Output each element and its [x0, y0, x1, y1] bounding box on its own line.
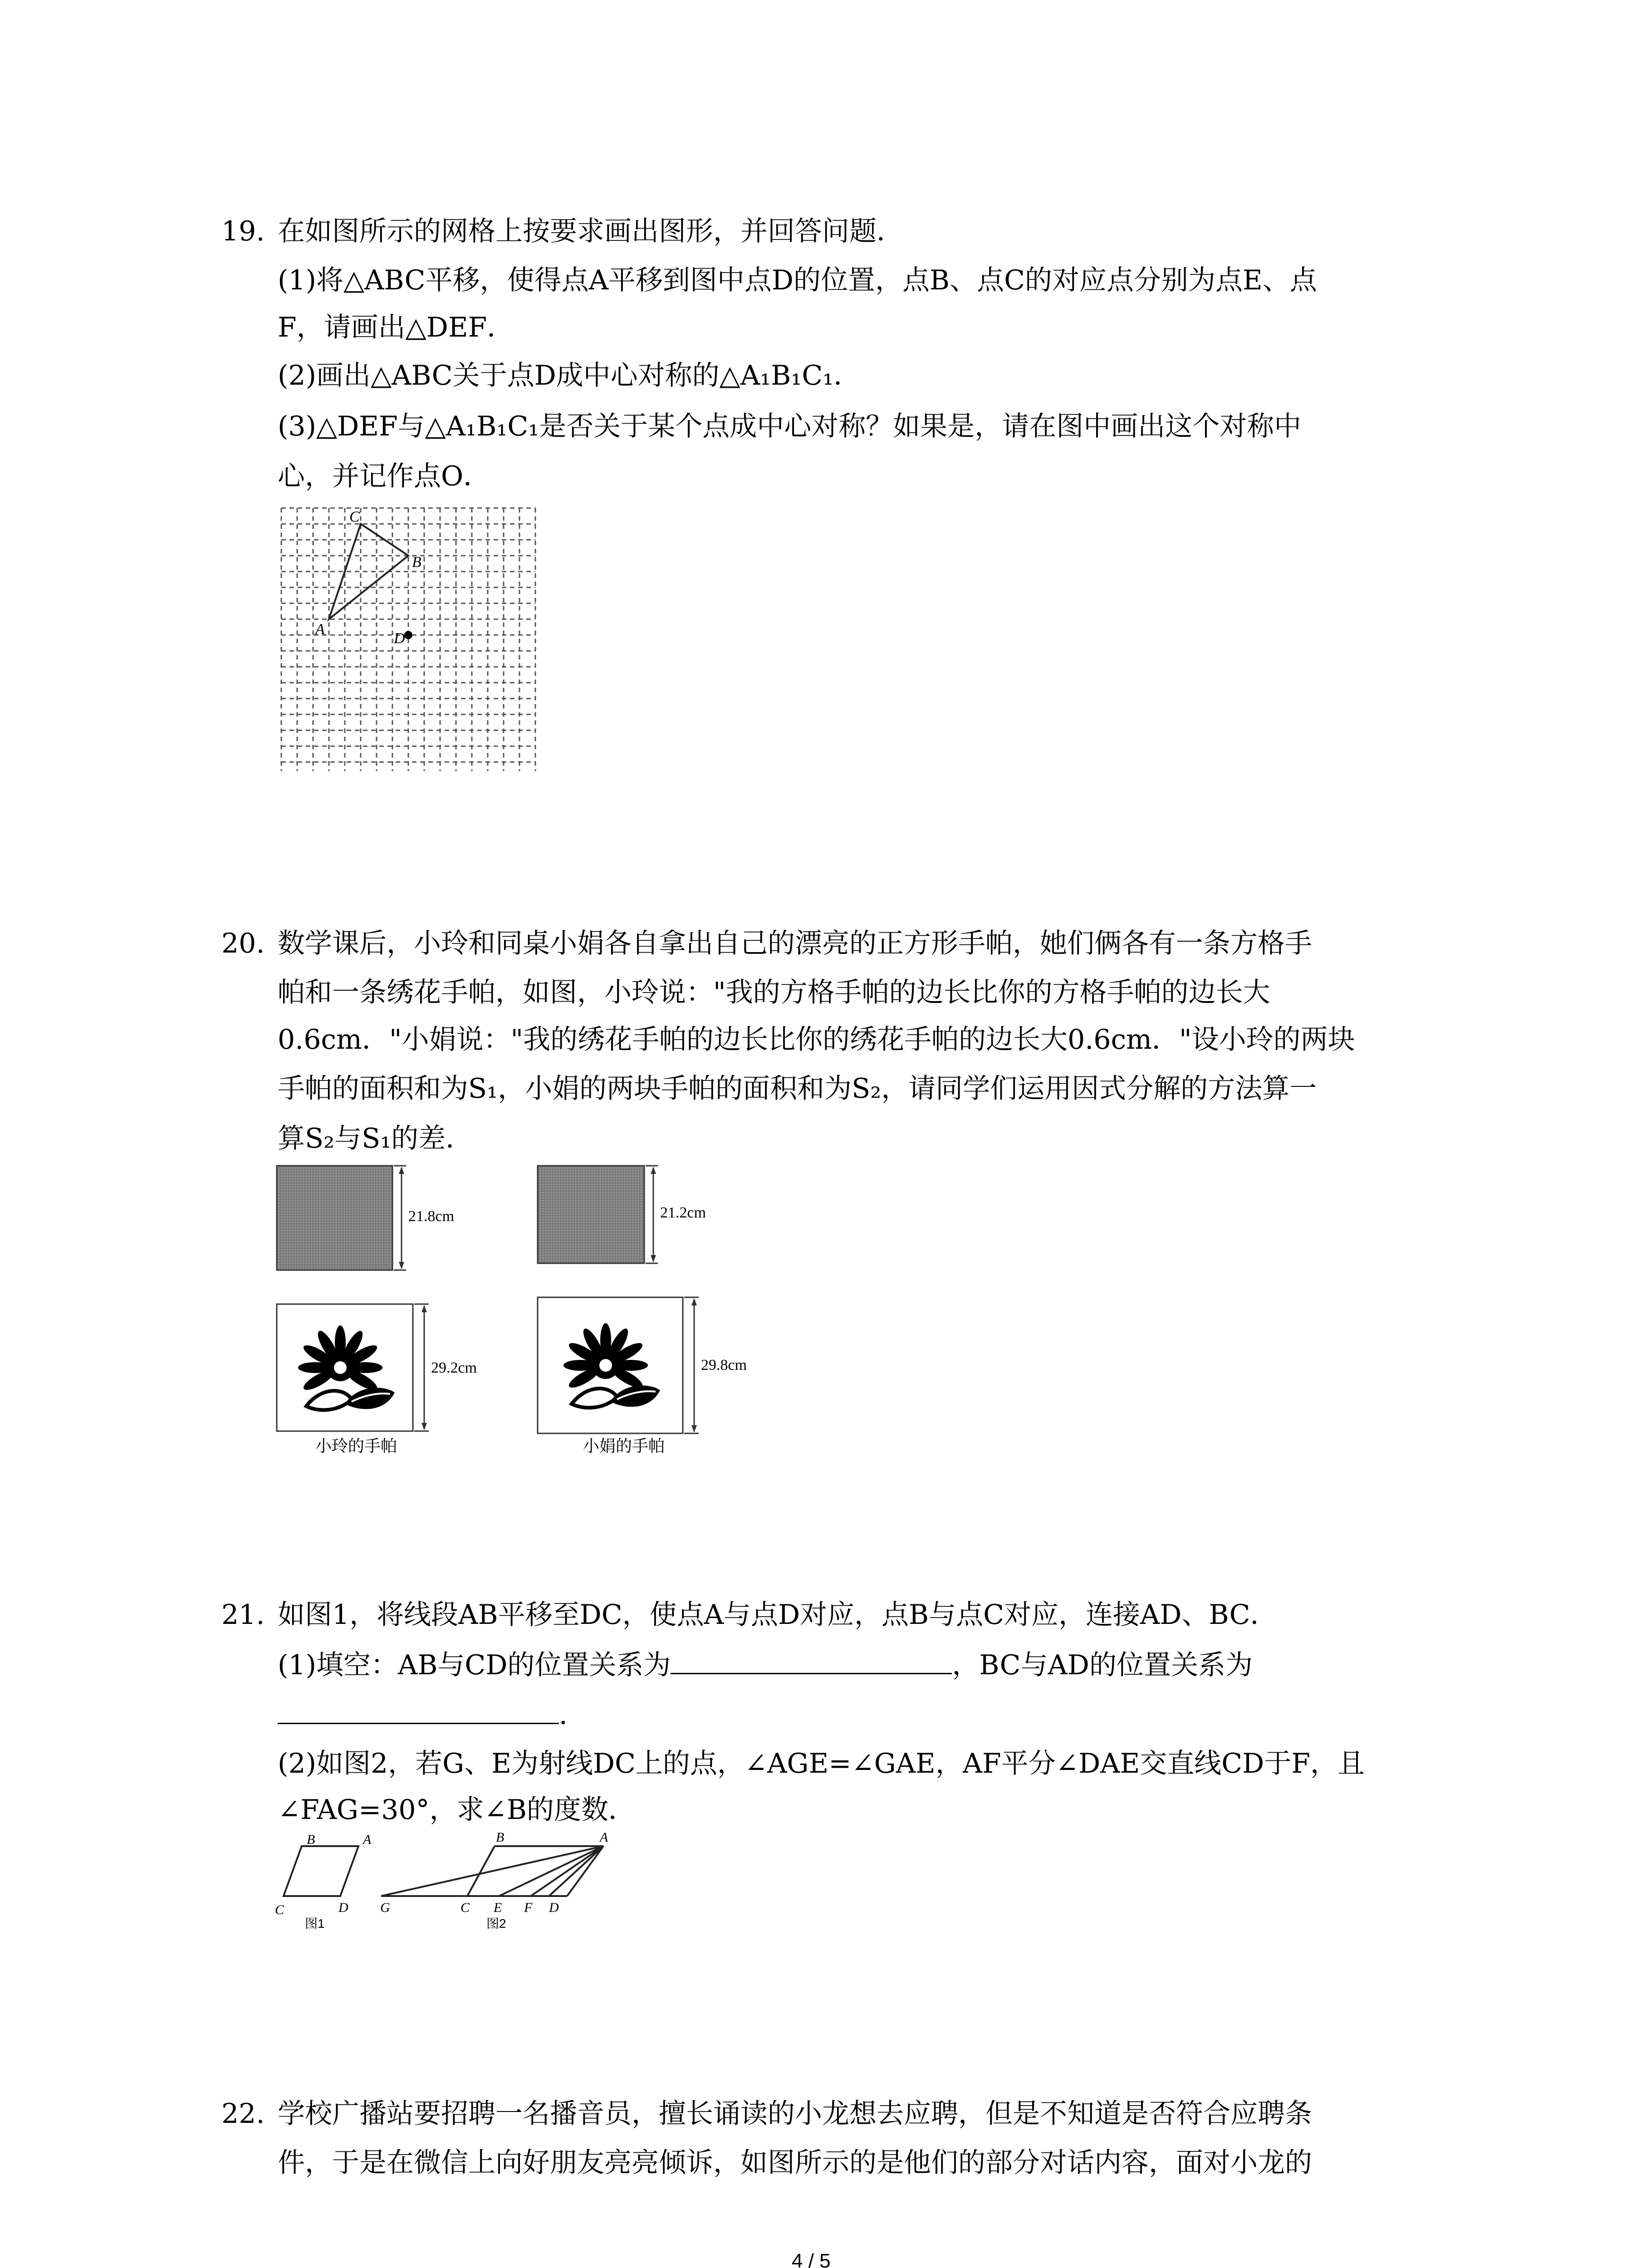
fig2-label-e: E [494, 1900, 502, 1915]
fig2-label-f: F [524, 1900, 533, 1915]
xiaojuan-checked-square [538, 1166, 644, 1263]
q22-number: 22. [221, 2098, 265, 2130]
caption-xiaoling: 小玲的手帕 [315, 1437, 397, 1455]
dim-d: 29.8cm [701, 1357, 747, 1374]
q19-grid-figure [272, 499, 563, 780]
fig1-label-a: A [363, 1832, 372, 1847]
point-d [404, 631, 412, 639]
page-number: 4 / 5 [792, 2250, 831, 2268]
q19-part3-line2: 心，并记作点O． [278, 460, 491, 492]
q22-line1: 学校广播站要招聘一名播音员，擅长诵读的小龙想去应聘，但是不知道是否符合应聘条 [278, 2098, 1312, 2130]
fig2-label-c: C [460, 1900, 470, 1915]
q19-part3-line1: (3)△DEF与△A₁B₁C₁是否关于某个点成中心对称？如果是，请在图中画出这个对称中 [278, 411, 1302, 442]
fig1-label-d: D [338, 1900, 348, 1915]
dim-b: 21.2cm [660, 1204, 706, 1221]
q20-line4: 手帕的面积和为S₁，小娟的两块手帕的面积和为S₂，请同学们运用因式分解的方法算一 [278, 1073, 1317, 1105]
q20-line2: 帕和一条绣花手帕，如图，小玲说："我的方格手帕的边长比你的方格手帕的边长大 [278, 977, 1270, 1008]
fig1-caption: 图1 [305, 1916, 325, 1931]
q21-line5: ∠FAG=30°，求∠B的度数． [278, 1794, 636, 1826]
caption-xiaojuan: 小娟的手帕 [583, 1437, 665, 1455]
label-a: A [315, 621, 325, 638]
q21-line3: ． [278, 1696, 586, 1733]
q19-part2: (2)画出△ABC关于点D成中心对称的△A₁B₁C₁． [278, 360, 861, 391]
fig2-label-b: B [496, 1830, 505, 1845]
answer-blank-1[interactable] [671, 1646, 952, 1674]
label-b: B [412, 554, 421, 571]
q20-handkerchief-figure [272, 1161, 762, 1470]
q21-number: 21. [221, 1599, 265, 1631]
xiaoling-checked-square [277, 1166, 392, 1270]
q19-grid-lines [281, 508, 535, 771]
fig2-caption: 图2 [486, 1916, 506, 1931]
fig2-label-g: G [380, 1900, 390, 1915]
fig2-label-d: D [549, 1900, 559, 1915]
q20-line5: 算S₂与S₁的差． [278, 1123, 473, 1154]
q21-line2: (1)填空：AB与CD的位置关系为 ，BC与AD的位置关系为 [278, 1646, 1253, 1683]
dim-c: 29.2cm [431, 1359, 477, 1376]
q21-figures [268, 1828, 640, 1937]
q19-part1-line2: F，请画出△DEF． [278, 312, 514, 343]
q21-line4: (2)如图2，若G、E为射线DC上的点，∠AGE=∠GAE，AF平分∠DAE交直线CD于F，且 [278, 1748, 1365, 1779]
fig2-lines [381, 1846, 603, 1896]
label-c: C [349, 508, 360, 525]
q19-part1-line1: (1)将△ABC平移，使得点A平移到图中点D的位置，点B、点C的对应点分别为点E、点 [278, 264, 1317, 296]
fig1-parallelogram [284, 1846, 358, 1896]
q20-number: 20. [221, 928, 265, 959]
q20-line1: 数学课后，小玲和同桌小娟各自拿出自己的漂亮的正方形手帕，她们俩各有一条方格手 [278, 928, 1312, 959]
fig2-label-a: A [600, 1830, 608, 1845]
q20-line3: 0.6cm．"小娟说："我的绣花手帕的边长比你的绣花手帕的边长大0.6cm．"设小玲的两块 [278, 1024, 1355, 1056]
fig1-label-c: C [275, 1902, 284, 1917]
q19-stem: 在如图所示的网格上按要求画出图形，并回答问题． [278, 215, 904, 247]
label-d: D [394, 630, 405, 647]
dim-a: 21.8cm [408, 1208, 455, 1225]
q19-number: 19. [221, 215, 265, 247]
answer-blank-2[interactable] [278, 1696, 559, 1724]
q22-line2: 件，于是在微信上向好朋友亮亮倾诉，如图所示的是他们的部分对话内容，面对小龙的 [278, 2147, 1312, 2179]
q21-line1: 如图1，将线段AB平移至DC，使点A与点D对应，点B与点C对应，连接AD、BC． [278, 1599, 1278, 1631]
fig1-label-b: B [307, 1832, 315, 1847]
